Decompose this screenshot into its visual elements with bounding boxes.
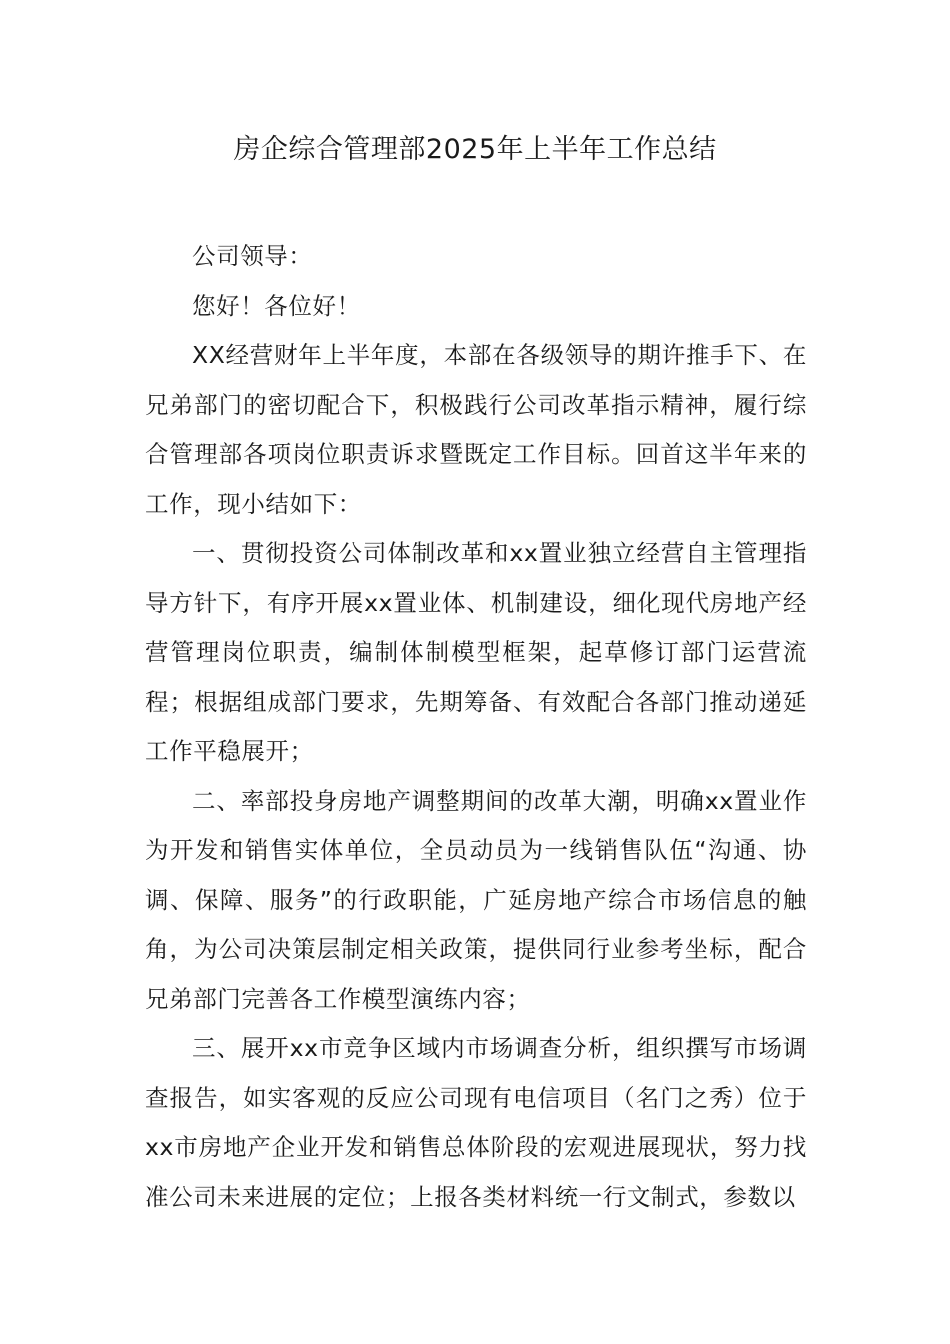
paragraph-item-2: 二、率部投身房地产调整期间的改革大潮，明确xx置业作为开发和销售实体单位，全员动员为一线销售队伍“沟通、协调、保障、服务”的行政职能，广延房地产综合市场信息的触角，为公司决策层制定相关政策，提供同行业参考坐标，配合兄弟部门完善各工作模型演练内容； [145, 786, 807, 1013]
greeting: 您好！各位好！ [192, 291, 361, 320]
paragraph-item-3: 三、展开xx市竞争区域内市场调查分析，组织撰写市场调查报告，如实客观的反应公司现有电信项目（名门之秀）位于xx市房地产企业开发和销售总体阶段的宏观进展现状，努力找准公司未来进展的定位；上报各类材料统一行文制式，参数以 [145, 1034, 807, 1211]
paragraph-intro: XX经营财年上半年度，本部在各级领导的期许推手下、在兄弟部门的密切配合下，积极践行公司改革指示精神，履行综合管理部各项岗位职责诉求暨既定工作目标。回首这半年来的工作，现小结如下： [145, 341, 807, 518]
document-body [145, 232, 807, 1222]
document-title: 房企综合管理部2025年上半年工作总结 [233, 134, 717, 165]
paragraph-item-1: 一、贯彻投资公司体制改革和xx置业独立经营自主管理指导方针下，有序开展xx置业体、机制建设，细化现代房地产经营管理岗位职责，编制体制模型框架，起草修订部门运营流程；根据组成部门要求，先期筹备、有效配合各部门推动递延工作平稳展开； [145, 539, 807, 765]
salutation: 公司领导： [192, 242, 313, 270]
